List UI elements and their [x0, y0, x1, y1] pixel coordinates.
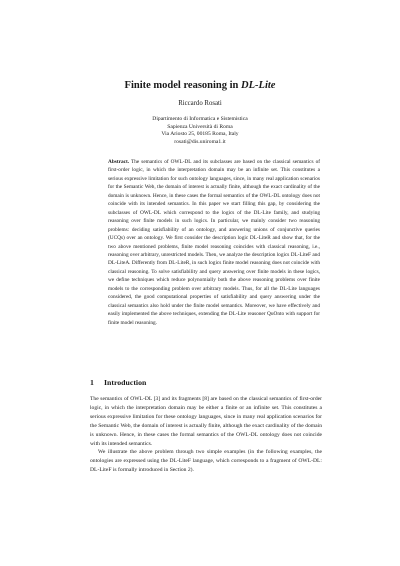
author-name: Riccardo Rosati [178, 100, 222, 107]
affiliation-university: Sapienza Università di Roma [167, 123, 233, 130]
intro-paragraph-1: The semantics of OWL-DL [3] and its fragments [8] are based on the classical semantics of first-order logic, in which the interpretation domain may be either a finite or an infinite set. This constitutes a serious expressive limitation for these ontology languages, since in many real application scenarios for the Semantic Web, the domain of interest is actually finite, although the exact cardinality of the domain is unknown. Hence, in these cases the formal semantics of the OWL-DL ontology does not coincide with its intended semantics. [90, 396, 322, 447]
abstract-text: The semantics of OWL-DL and its subclasses are based on the classical semantics of first-order logic, in which the interpretation domain may be an infinite set. This constitutes a serious expressive limitation for such ontology languages, since, in many real application scenarios for the Semantic Web, the domain of interest is actually finite, although the exact cardinality of the domain is unknown. Hence, in these cases the formal semantics of the OWL-DL ontology does not coincide with its intended semantics. In this paper we start filling this gap, by considering the subclasses of OWL-DL which correspond to the logics of the DL-Lite family, and studying reasoning over finite models in such logics. In particular, we mainly consider two reasoning problems: deciding satisfiability of an ontology, and answering unions of conjunctive queries (UCQs) over an ontology. We first consider the description logic DL-LiteR and show that, for the two above mentioned problems, finite model reasoning coincides with classical reasoning, i.e., reasoning over arbitrary, unrestricted models. Then, we analyze the description logics DL-LiteF and DL-LiteA. Differently from DL-LiteR, in such logics finite model reasoning does not coincide with classical reasoning. To solve satisfiability and query answering over finite models in these logics, we define techniques which reduce polynomially both the above reasoning problems over finite models to the corresponding problem over arbitrary models. Thus, for all the DL-Lite languages considered, the good computational properties of satisfiability and query answering under the classical semantics also hold under the finite model semantics. Moreover, we have effectively and easily implemented the above techniques, extending the DL-Lite reasoner QuOnto with support for finite model reasoning. [108, 159, 320, 326]
abstract [108, 158, 320, 327]
intro-paragraph-2: We illustrate the above problem through two simple examples (in the following examples, the ontologies are expressed using the DL-LiteF language, which corresponds to a fragment of OWL-DL: DL-LiteF is formally introduced in Section 2). [90, 449, 322, 474]
affiliation-block [0, 116, 400, 146]
section-number: 1 [90, 378, 94, 387]
title-prefix: Finite model reasoning in [124, 80, 242, 91]
affiliation-email: rosati@dis.uniroma1.it [174, 138, 226, 145]
section-title: Introduction [104, 378, 147, 387]
section-body [90, 395, 322, 475]
paper-title [0, 80, 400, 91]
affiliation-address: Via Ariosto 25, 00185 Roma, Italy [161, 131, 239, 138]
affiliation-department: Dipartimento di Informatica e Sistemistica [152, 116, 248, 122]
section-heading [90, 378, 146, 387]
title-system: DL-Lite [241, 80, 276, 91]
abstract-label: Abstract. [108, 159, 130, 165]
